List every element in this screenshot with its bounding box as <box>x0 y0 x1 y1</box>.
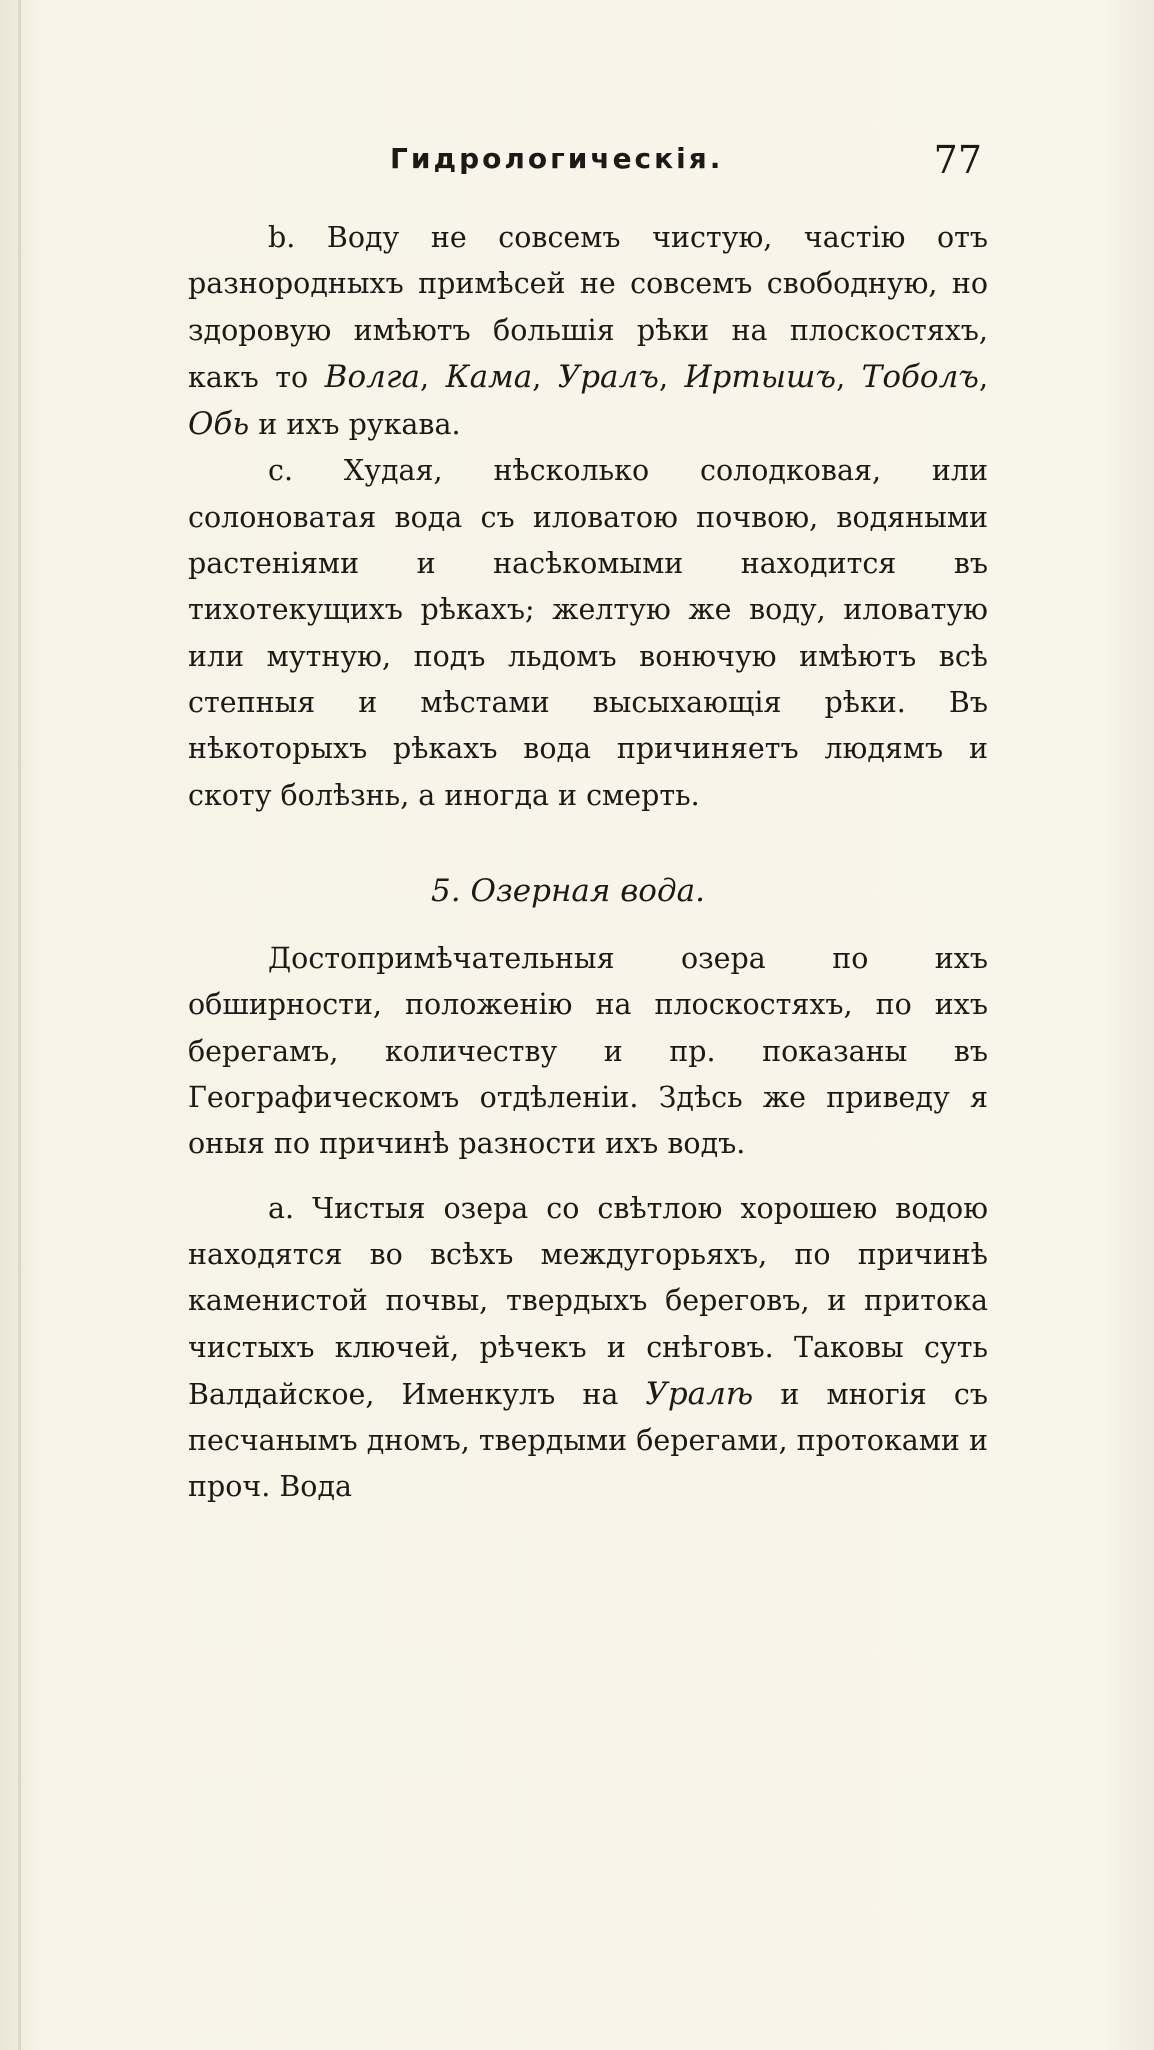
paragraph-a <box>188 1186 988 1511</box>
paragraph-text: Достопримѣчательныя озера по ихъ обширности, положенію на плоскостяхъ, по ихъ берегамъ, количеству и пр. показаны въ Географическомъ отдѣленіи. Здѣсь же приведу я оныя по причинѣ разности ихъ водъ. <box>188 942 988 1161</box>
paragraph-gap <box>188 1168 988 1186</box>
river-name: Уралъ <box>557 358 659 395</box>
separator: , <box>658 360 685 394</box>
paragraph-text: и многія съ песчанымъ дномъ, твердыми берегами, протоками и проч. Вода <box>188 1377 988 1504</box>
section-heading <box>188 868 988 914</box>
river-name: Кама <box>445 358 533 395</box>
separator: , <box>532 360 558 394</box>
paragraph-text: Чистыя озера со свѣтлою хорошею водою находятся во всѣхъ междугорьяхъ, по причинѣ каменистой почвы, твердыхъ береговъ, и притока чистыхъ ключей, рѣчекъ и снѣговъ. Таковы суть Валдайское, Именкулъ на <box>188 1191 989 1411</box>
item-label: b. <box>268 221 296 254</box>
river-name: Обь <box>188 406 250 443</box>
paragraph-text: Худая, нѣсколько солодковая, или солоноватая вода съ иловатою почвою, водяными растеніями и насѣкомыми находится въ тихотекущихъ рѣкахъ; желтую же воду, иловатую или мутную, подъ льдомъ вонючую имѣютъ всѣ степныя и мѣстами высыхающія рѣки. Въ нѣкоторыхъ рѣкахъ вода причиняетъ людямъ и скоту болѣзнь, а иногда и смерть. <box>188 454 988 812</box>
paragraph-b <box>188 215 988 448</box>
page-gutter <box>18 0 21 2050</box>
paragraph-text: и ихъ рукава. <box>249 408 461 442</box>
paragraph-intro <box>188 936 988 1167</box>
section-number: 5. <box>431 872 461 909</box>
place-name: Уралѣ <box>645 1375 754 1412</box>
river-name: Тоболъ <box>861 358 979 395</box>
separator: , <box>978 360 989 394</box>
paragraph-text: Воду не совсемъ чистую, частію отъ разнородныхъ примѣсей не совсемъ свободную, но здоровую имѣютъ большія рѣки на плоскостяхъ, какъ то <box>188 221 988 394</box>
river-name: Иртышъ <box>684 358 837 395</box>
page-number: 77 <box>933 138 982 182</box>
section-title: Озерная вода. <box>470 872 705 909</box>
separator: , <box>420 360 446 394</box>
paragraph-c <box>188 448 988 818</box>
running-title: Гидрологическія. <box>390 142 724 175</box>
item-label: a. <box>268 1191 295 1225</box>
separator: , <box>836 360 862 394</box>
body-text <box>188 215 988 1511</box>
river-name: Волга <box>324 358 421 395</box>
page-header <box>380 138 1000 192</box>
item-label: c. <box>268 454 294 488</box>
